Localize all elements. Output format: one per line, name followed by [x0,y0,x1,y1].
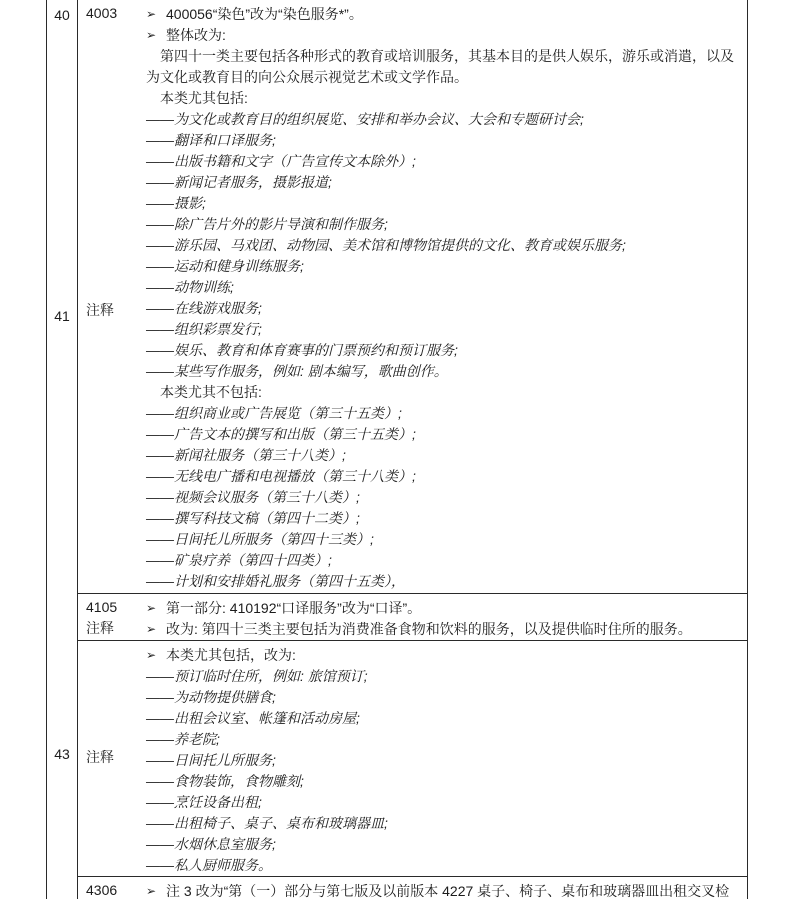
text-line [146,4,745,25]
code-label: 4003 [86,5,118,21]
table-block [78,593,747,640]
text-line [146,235,745,256]
line-text: 改为: 第四十三类主要包括为消费准备食物和饮料的服务，以及提供临时住所的服务。 [166,621,692,637]
line-text: ——在线游戏服务; [146,300,262,316]
line-text: 400056“染色”改为“染色服务*”。 [166,6,363,22]
line-text: 本类尤其包括，改为: [166,647,296,663]
main-column [78,0,747,899]
line-text: 第四十一类主要包括各种形式的教育或培训服务，其基本目的是供人娱乐，游乐或消遣，以及 [160,48,734,64]
text-line [146,193,745,214]
line-text: ——水烟休息室服务; [146,836,276,852]
line-text: 整体改为: [166,27,226,43]
arrow-bullet-icon: ➢ [146,601,157,615]
text-line [146,834,745,855]
text-line [146,792,745,813]
text-line [146,319,745,340]
line-text: ——计划和安排婚礼服务（第四十五类）， [146,573,405,589]
line-text: ——某些写作服务，例如: 剧本编写，歌曲创作。 [146,363,448,379]
arrow-bullet-icon: ➢ [146,884,157,898]
text-line [146,172,745,193]
line-text: ——私人厨师服务。 [146,857,272,873]
arrow-bullet-icon: ➢ [146,7,157,21]
table-block [78,640,747,876]
text-line [146,750,745,771]
text-line [146,708,745,729]
text-line [146,813,745,834]
line-text: 第一部分: 410192“口译服务”改为“口译”。 [166,600,422,616]
text-line [146,88,745,109]
line-text: ——运动和健身训练服务; [146,258,304,274]
text-line [146,855,745,876]
line-text: ——组织彩票发行; [146,321,262,337]
line-text: ——为文化或教育目的组织展览、安排和举办会议、大会和专题研讨会; [146,111,584,127]
table-block [78,0,747,593]
line-text: 注 3 改为“第（一）部分与第七版及以前版本 4227 桌子、椅子、桌布和玻璃器皿出租交叉检 [166,883,730,899]
class-number: 40 [54,7,70,23]
line-text: ——除广告片外的影片导演和制作服务; [146,216,388,232]
line-text: 为文化或教育目的向公众展示视觉艺术或文学作品。 [146,69,468,85]
line-text: ——娱乐、教育和体育赛事的门票预约和预订服务; [146,342,458,358]
line-text: 本类尤其不包括: [160,384,262,400]
text-line [146,109,745,130]
line-text: 本类尤其包括: [160,90,248,106]
line-text: ——日间托儿所服务; [146,752,276,768]
line-text: ——摄影; [146,195,206,211]
line-text: ——预订临时住所，例如: 旅馆预订; [146,668,368,684]
text-line [146,771,745,792]
line-text: ——广告文本的撰写和出版（第三十五类）; [146,426,416,442]
line-text: ——翻译和口译服务; [146,132,276,148]
text-line [146,340,745,361]
line-text: ——新闻记者服务，摄影报道; [146,174,332,190]
line-text: ——出租会议室、帐篷和活动房屋; [146,710,360,726]
text-line [146,508,745,529]
code-label: 注释 [86,749,114,765]
code-label: 4306 [86,882,118,898]
line-text: ——食物装饰，食物雕刻; [146,773,304,789]
line-text: ——出租椅子、桌子、桌布和玻璃器皿; [146,815,388,831]
text-line [146,687,745,708]
text-line [146,382,745,403]
line-text: ——游乐园、马戏团、动物园、美术馆和博物馆提供的文化、教育或娱乐服务; [146,237,626,253]
line-text: ——视频会议服务（第三十八类）; [146,489,360,505]
class-column [47,0,78,899]
arrow-bullet-icon: ➢ [146,648,157,662]
text-line [146,277,745,298]
class-number: 43 [54,746,70,762]
code-label: 注释 [86,620,114,636]
line-text: ——为动物提供膳食; [146,689,276,705]
code-label: 4105 [86,599,118,615]
text-line [146,256,745,277]
text-line [146,571,745,592]
text-line [146,598,745,619]
text-line [146,424,745,445]
code-label: 注释 [86,302,114,318]
text-line [146,466,745,487]
line-text: ——日间托儿所服务（第四十三类）; [146,531,374,547]
class-number: 41 [54,308,70,324]
text-line [146,445,745,466]
arrow-bullet-icon: ➢ [146,622,157,636]
line-text: ——烹饪设备出租; [146,794,262,810]
text-line [146,403,745,424]
text-line [146,881,745,899]
text-line [146,666,745,687]
text-line [146,67,745,88]
text-line [146,487,745,508]
table-block [78,876,747,899]
line-text: ——矿泉疗养（第四十四类）; [146,552,332,568]
text-line [146,25,745,46]
line-text: ——养老院; [146,731,220,747]
text-line [146,550,745,571]
text-line [146,361,745,382]
line-text: ——无线电广播和电视播放（第三十八类）; [146,468,416,484]
text-line [146,151,745,172]
text-line [146,729,745,750]
arrow-bullet-icon: ➢ [146,28,157,42]
classification-table [46,0,748,899]
text-line [146,298,745,319]
text-line [146,619,745,640]
text-line [146,130,745,151]
text-line [146,214,745,235]
line-text: ——新闻社服务（第三十八类）; [146,447,346,463]
text-line [146,645,745,666]
text-line [146,46,745,67]
line-text: ——撰写科技文稿（第四十二类）; [146,510,360,526]
text-line [146,529,745,550]
line-text: ——动物训练; [146,279,234,295]
line-text: ——出版书籍和文字（广告宣传文本除外）; [146,153,416,169]
line-text: ——组织商业或广告展览（第三十五类）; [146,405,402,421]
